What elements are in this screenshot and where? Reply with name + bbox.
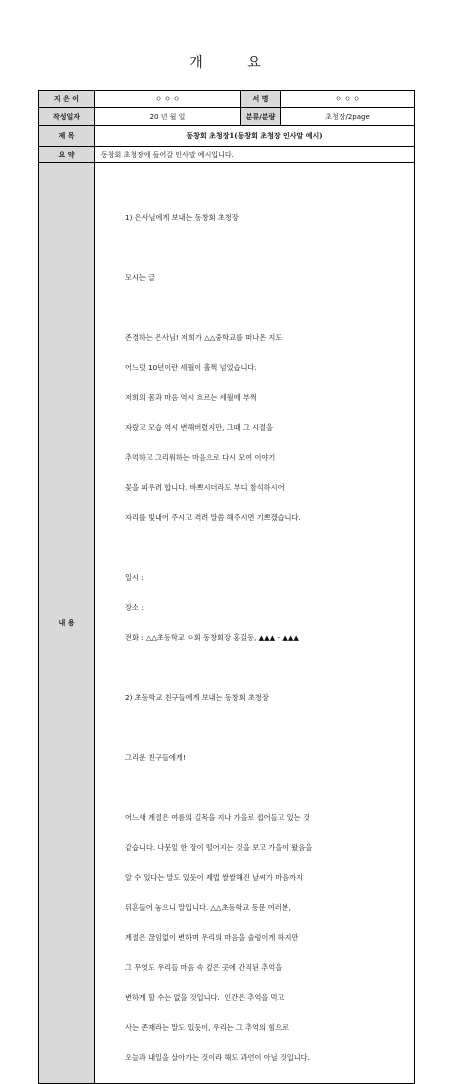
category-label: 서 명 [241, 91, 281, 108]
type-value: 초청장/2page [281, 108, 415, 126]
page-title: 개 요 [189, 55, 281, 71]
date-row [39, 108, 415, 126]
date-value: 20 년 월 일 [95, 108, 241, 126]
para2-line: 같습니다. 나뭇잎 한 장이 떨어지는 것을 보고 가을이 왔음을 [125, 843, 313, 852]
info-place: 장소 : [125, 603, 144, 612]
para2-line: 변하게 할 수는 없을 것입니다. 인간은 추억을 먹고 [125, 993, 285, 1002]
summary-row [39, 147, 415, 163]
content-row [39, 163, 415, 1084]
section1-heading: 1) 은사님에게 보내는 동창회 초청장 [125, 213, 239, 222]
para2-line: 알 수 있다는 말도 있듯이 제법 쌀쌀해진 날씨가 마음까지 [125, 873, 303, 882]
greeting2: 그리운 친구들에게! [125, 753, 186, 762]
para2-line: 뒤흔들어 놓으니 말입니다. △△초등학교 동문 여러분, [125, 903, 291, 912]
info-date: 일시 : [125, 573, 144, 582]
content-label: 내 용 [39, 163, 95, 1084]
para1-line: 어느덧 10년이란 세월이 훌쩍 넘었습니다. [125, 363, 257, 372]
content-body [95, 163, 415, 1084]
author-label: 지 은 이 [39, 91, 95, 108]
summary-form-table [38, 90, 415, 1084]
para2-line: 사는 존재라는 말도 있듯이, 우리는 그 추억의 힘으로 [125, 1023, 290, 1032]
summary-value: 동창회 초청장에 들어갈 인사말 예시입니다. [95, 147, 415, 163]
info-phone: 전화 : △△초등학교 ㅇ회 동창회장 홍길동, ▲▲▲ - ▲▲▲ [125, 633, 299, 642]
para1-line: 존경하는 은사님! 저희가 △△중학교를 떠나온 지도 [125, 333, 283, 342]
summary-label: 요 약 [39, 147, 95, 163]
subject-label: 제 목 [39, 126, 95, 147]
para2-line: 오늘과 내일을 살아가는 것이라 해도 과언이 아닐 것입니다. [125, 1053, 310, 1062]
para2-line: 계절은 끊임없이 변하며 우리의 마음을 술렁이게 하지만 [125, 933, 299, 942]
para2-line: 그 무엇도 우리들 마음 속 깊은 곳에 간직된 추억을 [125, 963, 283, 972]
para1-line: 추억하고 그리워하는 마음으로 다시 모여 이야기 [125, 453, 276, 462]
para1-line: 자랐고 모습 역시 변해버렸지만, 그때 그 시절을 [125, 423, 273, 432]
para1-line: 저희의 몸과 마음 역시 흐르는 세월에 부쩍 [125, 393, 257, 402]
para1-line: 자리를 빛내어 주시고 격려 말씀 해주시면 기쁘겠습니다. [125, 513, 301, 522]
subject-row [39, 126, 415, 147]
type-label: 분류/분량 [241, 108, 281, 126]
subject-value: 동창회 초청장1(동창회 초청장 인사말 예시) [95, 126, 415, 147]
greeting1: 모시는 글 [125, 273, 156, 282]
author-row [39, 91, 415, 108]
date-label: 작성일자 [39, 108, 95, 126]
category-value: ㅇ ㅇ ㅇ [281, 91, 415, 108]
para1-line: 꽃을 피우려 합니다. 바쁘시더라도 부디 참석하시어 [125, 483, 285, 492]
section2-heading: 2) 초등학교 친구들에게 보내는 동창회 초청장 [125, 693, 269, 702]
para2-line: 어느새 계절은 여름의 길목을 지나 가을로 접어들고 있는 것 [125, 813, 310, 822]
author-value: ㅇ ㅇ ㅇ [95, 91, 241, 108]
